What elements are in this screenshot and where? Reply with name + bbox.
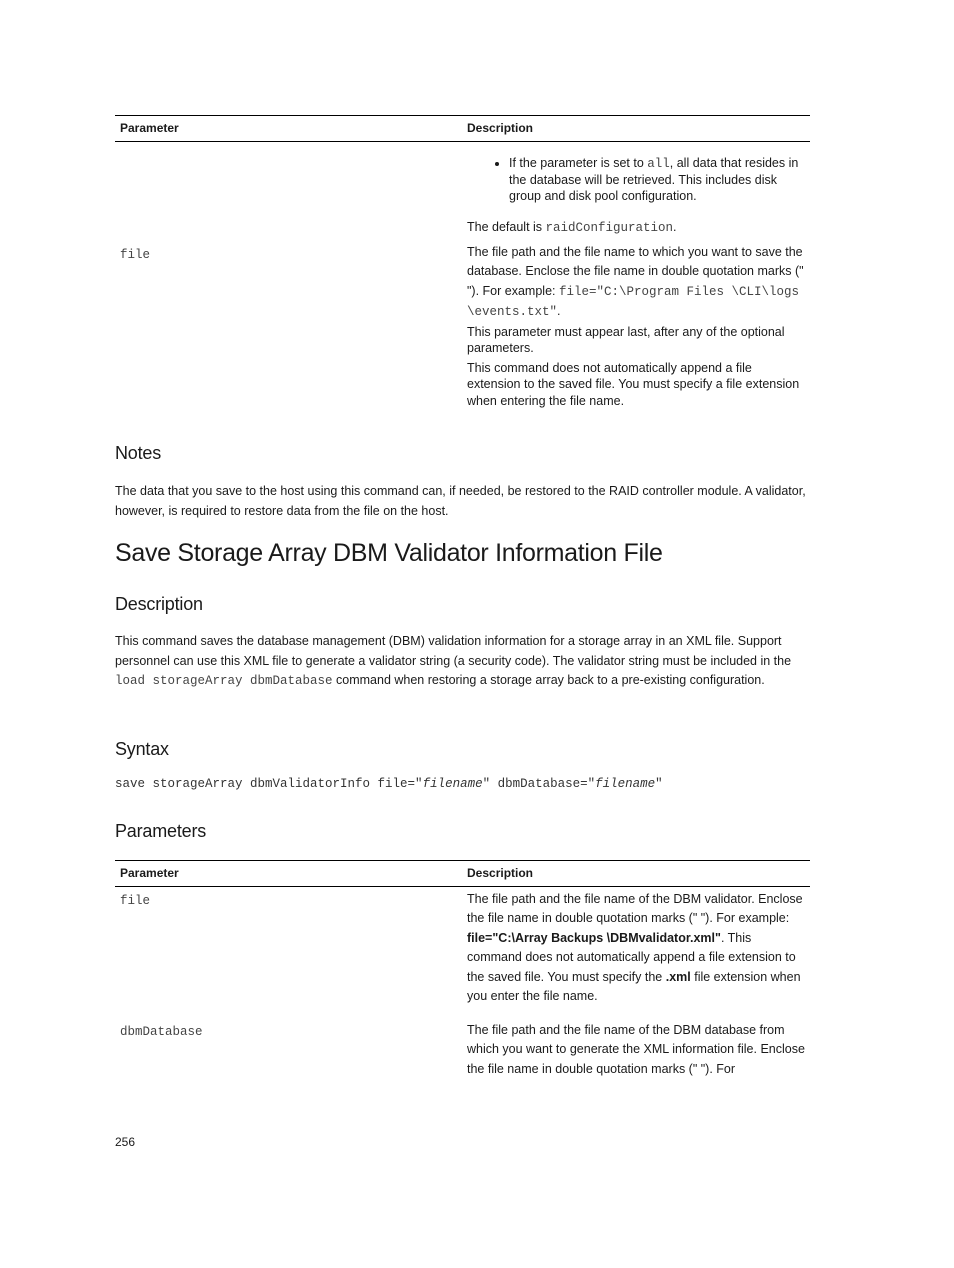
inline-code: load storageArray dbmDatabase xyxy=(115,674,333,688)
column-header-parameter: Parameter xyxy=(115,116,462,142)
column-header-description: Description xyxy=(462,861,810,887)
notes-heading: Notes xyxy=(115,443,162,463)
section-title: Save Storage Array DBM Validator Information File xyxy=(115,539,663,567)
param-name-dbmdatabase: dbmDatabase xyxy=(120,1024,203,1039)
table-row xyxy=(115,1011,810,1084)
description-cell xyxy=(462,141,810,241)
parameters-heading: Parameters xyxy=(115,821,207,841)
description-heading: Description xyxy=(115,594,203,614)
syntax-heading: Syntax xyxy=(115,739,169,759)
table-header-row xyxy=(115,116,810,142)
parameters-table-continued xyxy=(115,115,810,413)
syntax-line: save storageArray dbmValidatorInfo file="filename" dbmDatabase="filename" xyxy=(115,777,663,791)
code-all: all xyxy=(647,156,670,171)
column-header-parameter: Parameter xyxy=(115,861,462,887)
column-header-description: Description xyxy=(462,116,810,142)
description-cell: The file path and the file name of the DBM database from which you want to generate the XML information file. Enclose the file name in double quotation marks (" "). For xyxy=(467,1022,805,1076)
default-value-text: The default is raidConfiguration. xyxy=(467,220,677,236)
notes-text: The data that you save to the host using this command can, if needed, be restored to the RAID controller module. A validator, however, is required to restore data from the file on the host. xyxy=(115,484,806,518)
description-cell: The file path and the file name of the DBM validator. Enclose the file name in double quotation marks (" "). For example: file="C:\Array Backups \DBMvalidator.xml". This command does not automatically append a file extension to the saved file. You must specify the .xml file extension when you enter the file name. xyxy=(467,891,803,1004)
description-cell: The file path and the file name to which you want to save the database. Enclose the file name in double quotation marks (" "). For example: file="C:\Program Files \CLI\logs \events.txt". This parameter must appear last, after any of the optional parameters. This command does not automatically append a file extension to the saved file. You must specify a file extension when entering the file name. xyxy=(467,244,804,408)
bullet-list xyxy=(467,155,806,205)
page-number: 256 xyxy=(115,1135,136,1149)
param-name-file: file xyxy=(120,247,151,262)
parameters-table xyxy=(115,860,810,1083)
table-header-row xyxy=(115,861,810,887)
table-row xyxy=(115,886,810,1011)
param-name-file: file xyxy=(120,893,151,908)
list-item: • If the parameter is set to all, all data that resides in the database will be retrieved. This includes disk group and disk pool configuration. xyxy=(509,155,806,205)
description-text: This command saves the database management (DBM) validation information for a storage array in an XML file. Support personnel can use this XML file to generate a validator string (a security code). The validator string must be included in the load storageArray dbmDatabase command when restoring a storage array back to a pre-existing configuration. xyxy=(115,634,792,688)
table-row xyxy=(115,141,810,241)
table-row xyxy=(115,241,810,413)
